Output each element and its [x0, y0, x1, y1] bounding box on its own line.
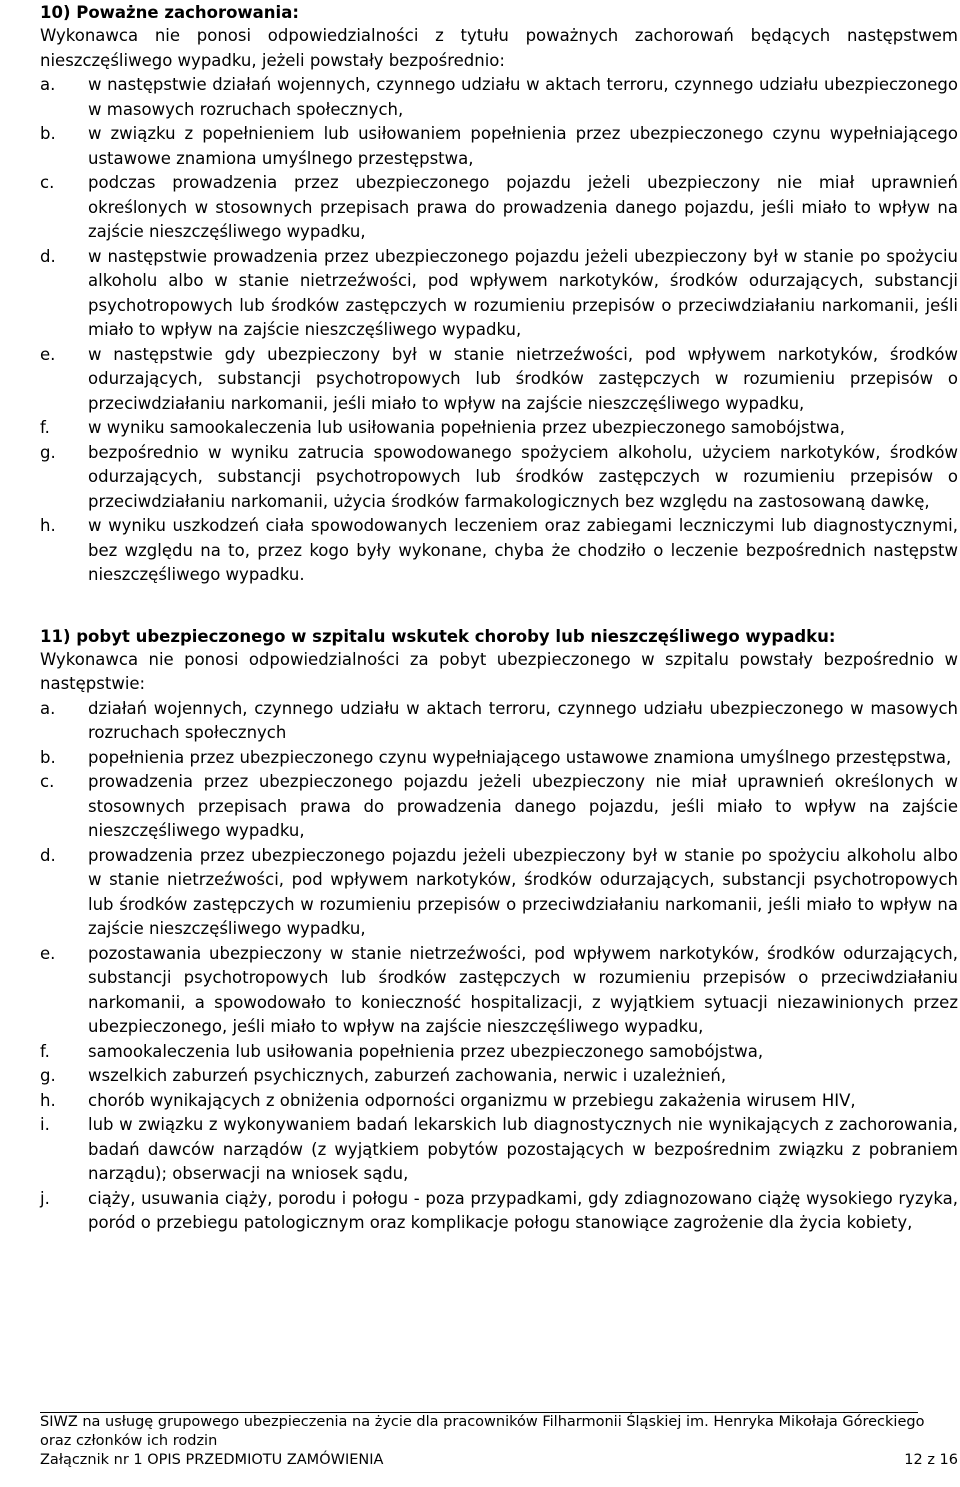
list-item-text: w wyniku samookaleczenia lub usiłowania popełnienia przez ubezpieczonego samobójstwa,: [88, 418, 845, 437]
list-item: [40, 697, 958, 746]
list-item-label: i.: [40, 1115, 50, 1134]
list-item-text: prowadzenia przez ubezpieczonego pojazdu jeżeli ubezpieczony był w stanie po spożyciu alkoholu albo w stanie nietrzeźwości, pod wpływem narkotyków, środków odurzających, substancji psychotropowych lub środków zastępczych w rozumieniu przepisów o przeciwdziałaniu narkomanii, jeśli miało to wpływ na zajście nieszczęśliwego wypadku,: [88, 845, 958, 938]
document-body: [40, 2, 958, 1236]
list-item-text: w następstwie gdy ubezpieczony był w stanie nietrzeźwości, pod wpływem narkotyków, środków odurzających, substancji psychotropowych lub środków zastępczych w rozumieniu przepisów o przeciwdziałaniu narkomanii, jeśli miało to wpływ na zajście nieszczęśliwego wypadku,: [88, 344, 958, 413]
list-item-text: popełnienia przez ubezpieczonego czynu wypełniającego ustawowe znamiona umyślnego przestępstwa,: [88, 747, 952, 767]
list-item: [40, 441, 958, 515]
list-item-text: działań wojennych, czynnego udziału w aktach terroru, czynnego udziału ubezpieczonego w masowych rozruchach społecznych: [88, 698, 958, 742]
list-item: [40, 844, 958, 942]
list-item: [40, 1040, 958, 1065]
list-item-text: ciąży, usuwania ciąży, porodu i połogu - poza przypadkami, gdy zdiagnozowano ciążę wysokiego ryzyka, poród o przebiegu patologicznym oraz komplikacje połogu stanowiące zagrożenie dla życia kobiety,: [88, 1188, 958, 1232]
list-item-text: w związku z popełnieniem lub usiłowaniem popełnienia przez ubezpieczonego czynu wypełniającego ustawowe znamiona umyślnego przestępstwa,: [88, 124, 958, 168]
list-item-label: f.: [40, 1041, 50, 1061]
footer-title: SIWZ na usługę grupowego ubezpieczenia na życie dla pracowników Filharmonii Śląskiej im. Henryka Mikołaja Góreckiego oraz członków ich rodzin: [40, 1414, 925, 1449]
list-item-label: j.: [40, 1188, 50, 1208]
list-item-label: b.: [40, 747, 56, 767]
list-item: [40, 1187, 958, 1236]
list-item-label: g.: [40, 442, 56, 462]
list-item: [40, 416, 958, 441]
exclusion-list: [40, 73, 958, 588]
list-item-label: h.: [40, 516, 56, 535]
list-item-text: w następstwie prowadzenia przez ubezpieczonego pojazdu jeżeli ubezpieczony był w stanie po spożyciu alkoholu albo w stanie nietrzeźwości, pod wpływem narkotyków, środków odurzających, substancji psychotropowych lub środków zastępczych w rozumieniu przepisów o przeciwdziałaniu narkomanii, jeśli miało to wpływ na zajście nieszczęśliwego wypadku,: [88, 246, 958, 339]
list-item: [40, 343, 958, 417]
list-item-label: d.: [40, 845, 56, 865]
page-number: 12 z 16: [904, 1452, 958, 1468]
list-item-label: e.: [40, 943, 56, 963]
section-heading: 11) pobyt ubezpieczonego w szpitalu wskutek choroby lub nieszczęśliwego wypadku:: [40, 626, 836, 646]
list-item: [40, 514, 958, 588]
list-item-text: bezpośrednio w wyniku zatrucia spowodowanego spożyciem alkoholu, użyciem narkotyków, środków odurzających, substancji psychotropowych lub środków zastępczych w rozumieniu przepisów o przeciwdziałaniu narkomanii, użycia środków farmakologicznych bez względu na zastosowaną dawkę,: [88, 442, 958, 511]
list-item-label: c.: [40, 173, 55, 192]
list-item-text: chorób wynikających z obniżenia odporności organizmu w przebiegu zakażenia wirusem HIV,: [88, 1090, 856, 1110]
section-intro: Wykonawca nie ponosi odpowiedzialności z tytułu poważnych zachorowań będących następstwem nieszczęśliwego wypadku, jeżeli powstały bezpośrednio:: [40, 26, 958, 70]
list-item: [40, 245, 958, 343]
list-item: [40, 1113, 958, 1187]
list-item-text: pozostawania ubezpieczony w stanie nietrzeźwości, pod wpływem narkotyków, środków odurzających, substancji psychotropowych lub środków zastępczych w rozumieniu przepisów o przeciwdziałaniu narkomanii, a spowodowało to konieczność hospitalizacji, z wyjątkiem sytuacji niezawinionych przez ubezpieczonego, jeśli miało to wpływ na zajście nieszczęśliwego wypadku,: [88, 943, 958, 1036]
list-item-text: prowadzenia przez ubezpieczonego pojazdu jeżeli ubezpieczony nie miał uprawnień określonych w stosownych przepisach prawa do prowadzenia danego pojazdu, jeśli miało to wpływ na zajście nieszczęśliwego wypadku,: [88, 772, 958, 840]
page-footer: [40, 1413, 958, 1470]
list-item: [40, 770, 958, 844]
list-item-text: wszelkich zaburzeń psychicznych, zaburzeń zachowania, nerwic i uzależnień,: [88, 1066, 727, 1085]
list-item-label: d.: [40, 246, 56, 266]
list-item-label: a.: [40, 698, 56, 718]
list-item-label: g.: [40, 1066, 56, 1085]
list-item-text: w następstwie działań wojennych, czynnego udziału w aktach terroru, czynnego udziału ubezpieczonego w masowych rozruchach społecznych,: [88, 75, 958, 119]
list-item: [40, 746, 958, 771]
list-item: [40, 171, 958, 245]
list-item-label: e.: [40, 344, 56, 364]
list-item: [40, 942, 958, 1040]
list-item: [40, 73, 958, 122]
list-item-text: w wyniku uszkodzeń ciała spowodowanych leczeniem oraz zabiegami leczniczymi lub diagnostycznymi, bez względu na to, przez kogo były wykonane, chyba że chodziło o leczenie bezpośrednich następstw nieszczęśliwego wypadku.: [88, 516, 958, 584]
list-item-label: h.: [40, 1090, 56, 1110]
list-item-label: a.: [40, 75, 56, 94]
list-item: [40, 122, 958, 171]
list-item-text: samookaleczenia lub usiłowania popełnienia przez ubezpieczonego samobójstwa,: [88, 1041, 764, 1061]
section-11: [40, 626, 958, 1236]
list-item-text: lub w związku z wykonywaniem badań lekarskich lub diagnostycznych nie wynikających z zachorowania, badań dawców narządów (z wyjątkiem pobytów pozostających w bezpośrednim związku z pobraniem narządu); obserwacji na wniosek sądu,: [88, 1115, 958, 1183]
list-item: [40, 1089, 958, 1114]
list-item: [40, 1064, 958, 1089]
section-10: [40, 2, 958, 588]
footer-attachment: Załącznik nr 1 OPIS PRZEDMIOTU ZAMÓWIENIA: [40, 1452, 384, 1468]
exclusion-list: [40, 697, 958, 1236]
list-item-text: podczas prowadzenia przez ubezpieczonego pojazdu jeżeli ubezpieczony nie miał uprawnień określonych w stosownych przepisach prawa do prowadzenia danego pojazdu, jeśli miało to wpływ na zajście nieszczęśliwego wypadku,: [88, 173, 958, 241]
list-item-label: b.: [40, 124, 56, 143]
footer-row: [40, 1451, 958, 1470]
section-heading: 10) Poważne zachorowania:: [40, 3, 299, 22]
list-item-label: c.: [40, 772, 55, 791]
section-intro: Wykonawca nie ponosi odpowiedzialności za pobyt ubezpieczonego w szpitalu powstały bezpośrednio w następstwie:: [40, 649, 958, 693]
list-item-label: f.: [40, 418, 50, 437]
